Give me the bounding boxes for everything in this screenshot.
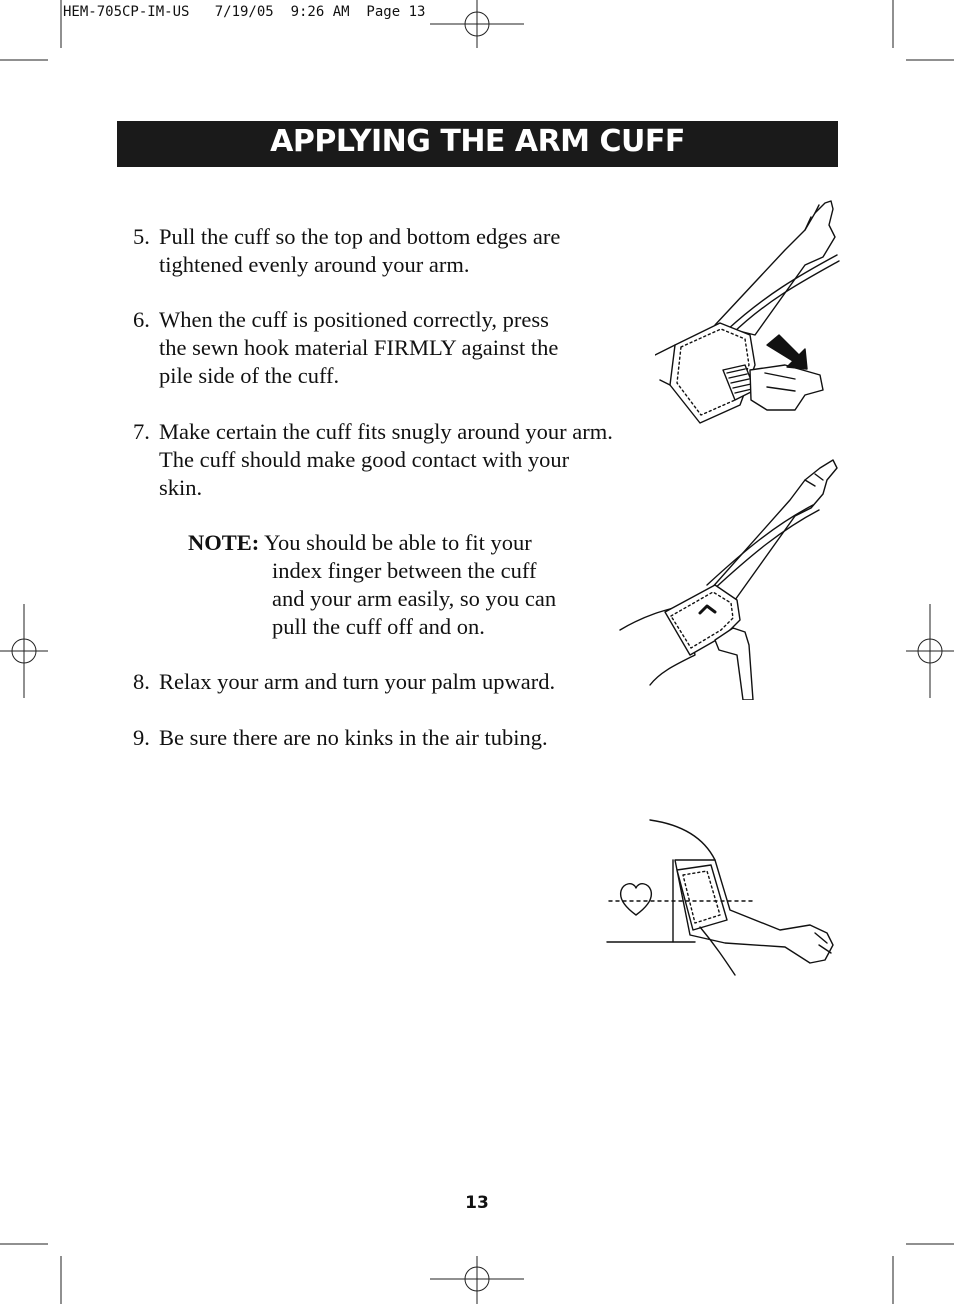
page-title: APPLYING THE ARM CUFF bbox=[270, 124, 685, 159]
note-line: and your arm easily, so you can bbox=[272, 586, 557, 611]
step-number: 9. bbox=[133, 725, 150, 750]
print-slug: HEM-705CP-IM-US 7/19/05 9:26 AM Page 13 bbox=[63, 4, 426, 20]
step-line: The cuff should make good contact with your bbox=[159, 447, 570, 472]
step-line: tightened evenly around your arm. bbox=[159, 252, 470, 277]
step-8 bbox=[133, 668, 555, 696]
step-line: Relax your arm and turn your palm upward. bbox=[159, 669, 556, 694]
step-number: 5. bbox=[133, 224, 150, 249]
note-line: pull the cuff off and on. bbox=[272, 614, 485, 639]
step-number: 8. bbox=[133, 669, 150, 694]
page-number: 13 bbox=[465, 1193, 489, 1213]
arm-cuff-pull-illustration bbox=[655, 195, 840, 430]
step-9 bbox=[133, 724, 548, 752]
step-7 bbox=[133, 418, 613, 502]
title-bar bbox=[117, 121, 838, 167]
step-line: Make certain the cuff fits snugly around your arm. bbox=[159, 419, 613, 444]
step-number: 7. bbox=[133, 419, 150, 444]
step-line: Pull the cuff so the top and bottom edges are bbox=[159, 224, 561, 249]
note-line: index finger between the cuff bbox=[272, 558, 537, 583]
step-6 bbox=[133, 306, 558, 390]
arm-heart-level-illustration bbox=[605, 815, 845, 980]
note-line: You should be able to fit your bbox=[264, 530, 532, 555]
arm-cuff-finger-check-illustration bbox=[615, 450, 845, 700]
step-line: Be sure there are no kinks in the air tubing. bbox=[159, 725, 548, 750]
step-line: the sewn hook material FIRMLY against the bbox=[159, 335, 559, 360]
note bbox=[188, 529, 556, 641]
step-5 bbox=[133, 223, 560, 279]
step-line: skin. bbox=[159, 475, 203, 500]
step-number: 6. bbox=[133, 307, 150, 332]
step-line: pile side of the cuff. bbox=[159, 363, 340, 388]
step-line: When the cuff is positioned correctly, press bbox=[159, 307, 549, 332]
note-label: NOTE: bbox=[188, 530, 260, 555]
